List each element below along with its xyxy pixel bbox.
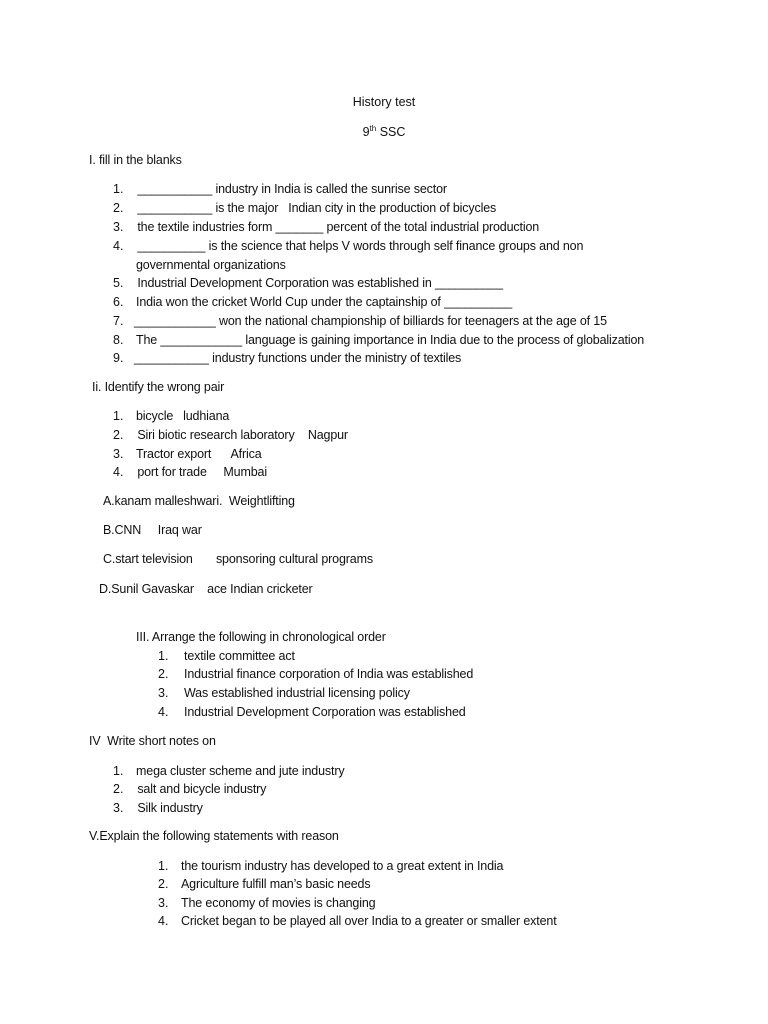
list-item-number: 2. xyxy=(113,428,124,442)
list-item-number: 3. xyxy=(113,801,124,815)
list-item-number: 4. xyxy=(158,914,169,928)
list-item-number: 4. xyxy=(113,465,124,479)
list-item: India won the cricket World Cup under the captainship of __________ xyxy=(136,295,513,309)
list-item-number: 1. xyxy=(158,649,169,663)
section-3-heading: III. Arrange the following in chronological order xyxy=(136,630,386,644)
list-item-number: 4. xyxy=(158,705,169,719)
list-item-number: 5. xyxy=(113,276,124,290)
list-item: Industrial Development Corporation was established in __________ xyxy=(134,276,503,290)
list-item-number: 6. xyxy=(113,295,124,309)
list-item: ___________ industry in India is called the sunrise sector xyxy=(134,182,447,196)
list-item: The ____________ language is gaining importance in India due to the process of globalization xyxy=(136,333,645,347)
list-item: the textile industries form _______ percent of the total industrial production xyxy=(134,220,540,234)
list-item: The economy of movies is changing xyxy=(181,896,376,910)
list-item-number: 3. xyxy=(158,896,169,910)
list-item-number: 7. xyxy=(113,314,124,328)
list-item: Silk industry xyxy=(134,801,203,815)
list-item: Tractor export Africa xyxy=(136,447,262,461)
pair-option-a: A.kanam malleshwari. Weightlifting xyxy=(103,494,295,508)
list-item: salt and bicycle industry xyxy=(134,782,267,796)
list-item: the tourism industry has developed to a great extent in India xyxy=(181,859,504,873)
list-item: Industrial Development Corporation was established xyxy=(184,705,466,719)
list-item: Siri biotic research laboratory Nagpur xyxy=(134,428,348,442)
section-1-heading: I. fill in the blanks xyxy=(89,153,182,167)
section-2-heading: Ii. Identify the wrong pair xyxy=(92,380,225,394)
pair-option-d: D.Sunil Gavaskar ace Indian cricketer xyxy=(99,582,313,596)
list-item-continuation: governmental organizations xyxy=(136,258,286,272)
class-number: 9 xyxy=(362,125,370,139)
list-item-number: 1. xyxy=(113,182,124,196)
list-item: ____________ won the national championship of billiards for teenagers at the age of 15 xyxy=(134,314,607,328)
pair-option-c: C.start television sponsoring cultural programs xyxy=(103,552,373,566)
list-item: Agriculture fulfill man’s basic needs xyxy=(181,877,371,891)
list-item: port for trade Mumbai xyxy=(134,465,267,479)
class-suffix: SSC xyxy=(376,125,406,139)
list-item-number: 3. xyxy=(113,447,124,461)
section-4-heading: IV Write short notes on xyxy=(89,734,216,748)
document-title: History test xyxy=(352,95,416,109)
list-item-number: 1. xyxy=(113,764,124,778)
list-item-number: 2. xyxy=(158,877,169,891)
list-item: bicycle ludhiana xyxy=(136,409,230,423)
list-item-number: 1. xyxy=(113,409,124,423)
list-item: textile committee act xyxy=(184,649,295,663)
list-item: ___________ is the major Indian city in the production of bicycles xyxy=(134,201,497,215)
list-item-number: 3. xyxy=(113,220,124,234)
pair-option-b: B.CNN Iraq war xyxy=(103,523,202,537)
class-label xyxy=(0,126,768,139)
list-item: Was established industrial licensing policy xyxy=(184,686,410,700)
list-item-number: 9. xyxy=(113,351,124,365)
list-item: ___________ industry functions under the ministry of textiles xyxy=(134,351,462,365)
class-superscript: th xyxy=(369,124,377,133)
list-item-number: 2. xyxy=(113,782,124,796)
list-item: Industrial finance corporation of India was established xyxy=(184,667,474,681)
section-5-heading: V.Explain the following statements with reason xyxy=(89,829,339,843)
list-item: __________ is the science that helps V words through self finance groups and non xyxy=(134,239,584,253)
list-item: mega cluster scheme and jute industry xyxy=(136,764,345,778)
list-item-number: 2. xyxy=(113,201,124,215)
list-item: Cricket began to be played all over India to a greater or smaller extent xyxy=(181,914,557,928)
list-item-number: 4. xyxy=(113,239,124,253)
list-item-number: 1. xyxy=(158,859,169,873)
list-item-number: 8. xyxy=(113,333,124,347)
list-item-number: 3. xyxy=(158,686,169,700)
list-item-number: 2. xyxy=(158,667,169,681)
